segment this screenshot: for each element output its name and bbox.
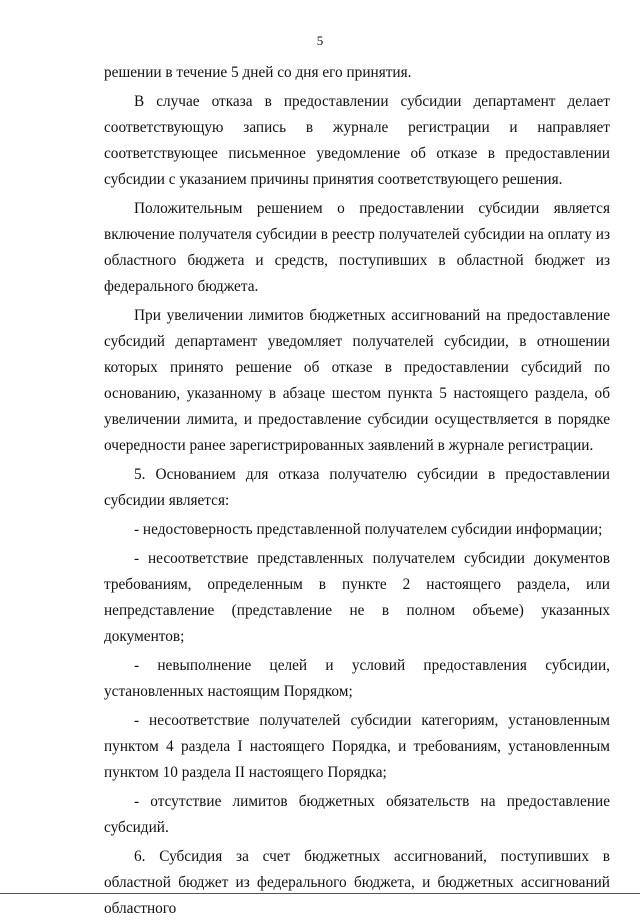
paragraph-positive-decision: Положительным решением о предоставлении субсидии является включение получателя субсидии в реестр получателей субсидии на оплату из областного бюджета и средств, поступивших в областной бюджет из федерального бюджета. xyxy=(104,200,610,295)
list-item-no-limits: - отсутствие лимитов бюджетных обязательств на предоставление субсидий. xyxy=(104,793,610,836)
page-number: 5 xyxy=(316,33,324,48)
document-body xyxy=(104,60,610,922)
paragraph-refusal-grounds: 5. Основанием для отказа получателю субсидии в предоставлении субсидии является: xyxy=(104,466,610,509)
paragraph-subsidy-funding: 6. Субсидия за счет бюджетных ассигнований, поступивших в областной бюджет из федерального бюджета, и бюджетных ассигнований областного xyxy=(104,848,610,917)
paragraph-continuation: решении в течение 5 дней со дня его принятия. xyxy=(104,64,412,81)
list-item-category-mismatch: - несоответствие получателей субсидии категориям, установленным пунктом 4 раздела I настоящего Порядка, и требованиям, установленным пунктом 10 раздела II настоящего Порядка; xyxy=(104,712,610,781)
page-bottom-divider xyxy=(0,893,640,894)
paragraph-limit-increase: При увеличении лимитов бюджетных ассигнований на предоставление субсидий департамент уведомляет получателей субсидии, в отношении которых принято решение об отказе в предоставлении субсидий по основанию, указанному в абзаце шестом пункта 5 настоящего раздела, об увеличении лимита, и предоставление субсидии осуществляется в порядке очередности ранее зарегистрированных заявлений в журнале регистрации. xyxy=(104,307,610,454)
paragraph-refusal-record: В случае отказа в предоставлении субсидии департамент делает соответствующую запись в журнале регистрации и направляет соответствующее письменное уведомление об отказе в предоставлении субсидии с указанием причины принятия соответствующего решения. xyxy=(104,93,610,188)
list-item-document-mismatch: - несоответствие представленных получателем субсидии документов требованиям, определенным в пункте 2 настоящего раздела, или непредставление (представление не в полном объеме) указанных документов; xyxy=(104,550,610,645)
list-item-goals-not-met: - невыполнение целей и условий предоставления субсидии, установленных настоящим Порядком; xyxy=(104,657,610,700)
list-item-unreliable-info: - недостоверность представленной получателем субсидии информации; xyxy=(134,521,603,538)
